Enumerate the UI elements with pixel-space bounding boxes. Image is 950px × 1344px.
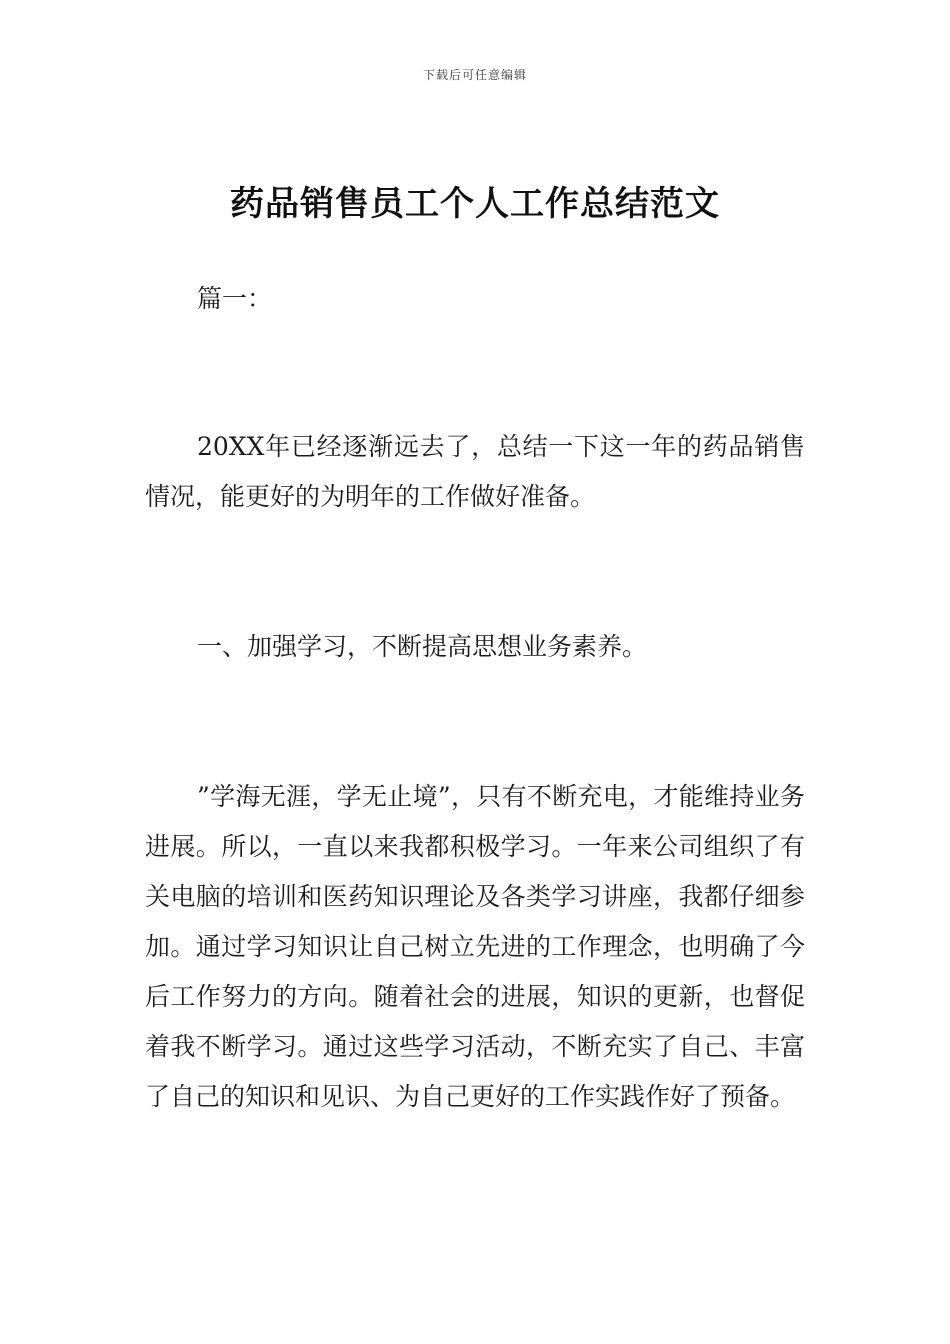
section-label: 篇一：: [197, 284, 273, 313]
header-note: 下载后可任意编辑: [422, 68, 527, 82]
intro-paragraph: 20XX年已经逐渐远去了，总结一下这一年的药品销售情况，能更好的为明年的工作做好准备。: [145, 432, 805, 511]
section-heading-1: 一、加强学习，不断提高思想业务素养。: [197, 632, 648, 661]
document-title: 药品销售员工个人工作总结范文: [230, 184, 720, 224]
body-paragraph-1: ”学海无涯，学无止境”，只有不断充电，才能维持业务进展。所以，一直以来我都积极学习。一年来公司组织了有关电脑的培训和医药知识理论及各类学习讲座，我都仔细参加。通过学习知识让自己树立先进的工作理念，也明确了今后工作努力的方向。随着社会的进展，知识的更新，也督促着我不断学习。通过这些学习活动，不断充实了自己、丰富了自己的知识和见识、为自己更好的工作实践作好了预备。: [145, 782, 805, 1111]
